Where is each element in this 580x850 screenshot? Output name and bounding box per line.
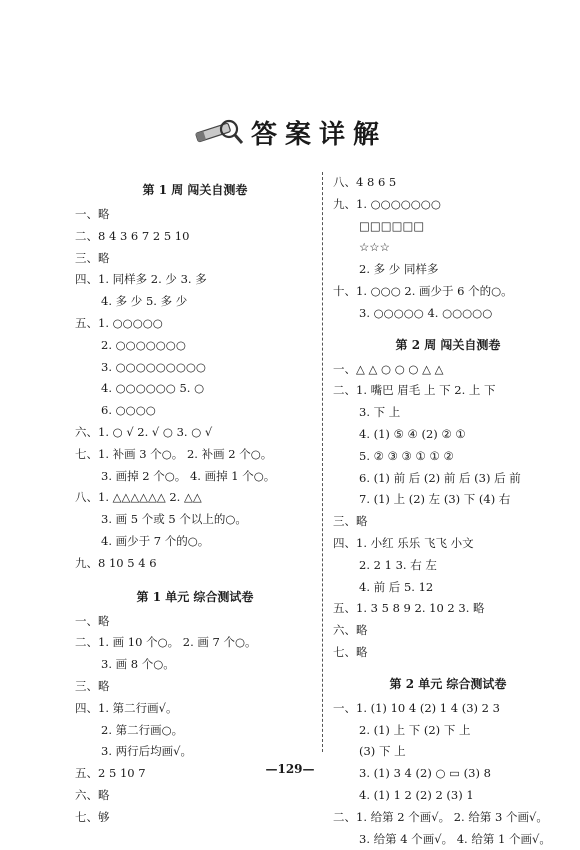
right-column xyxy=(333,172,563,850)
answer-line: 3. 画 8 个○。 xyxy=(101,657,175,672)
answer-line: 5. ② ③ ③ ① ① ② xyxy=(359,448,454,463)
answer-line: 一、略 xyxy=(75,207,110,221)
answer-line: 五、1. 3 5 8 9 2. 10 2 3. 略 xyxy=(333,601,485,616)
answer-line: 3. 两行后均画√。 xyxy=(101,744,192,759)
answer-line: 6. (1) 前 后 (2) 前 后 (3) 后 前 xyxy=(359,470,521,485)
answer-line: 4. (1) ⑤ ④ (2) ② ① xyxy=(359,426,466,441)
column-divider xyxy=(322,172,323,752)
answer-line: 五、1. ○○○○○ xyxy=(75,315,163,330)
section-week1-answers xyxy=(75,204,315,575)
page-number: —129— xyxy=(265,762,315,776)
answer-line: 2. (1) 上 下 (2) 下 上 xyxy=(359,722,471,737)
answer-line: 4. (1) 1 2 (2) 2 (3) 1 xyxy=(359,787,474,802)
answer-line: 2. 多 少 同样多 xyxy=(359,262,439,277)
answer-line: 六、略 xyxy=(75,787,110,802)
answer-line: 一、1. (1) 10 4 (2) 1 4 (3) 2 3 xyxy=(333,700,500,715)
answer-line: 九、1. ○○○○○○○ xyxy=(333,196,441,211)
answer-line: 2. 第二行画○。 xyxy=(101,722,184,737)
answer-line: 7. (1) 上 (2) 左 (3) 下 (4) 右 xyxy=(359,492,511,507)
answer-line: 三、略 xyxy=(75,678,110,693)
page-title: 答案详解 xyxy=(250,119,387,150)
answer-line: 3. 画 5 个或 5 个以上的○。 xyxy=(101,512,247,527)
answer-line: 3. ○○○○○○○○○ xyxy=(101,359,206,374)
answer-line: 三、略 xyxy=(333,514,368,529)
answer-line: □□□□□□ xyxy=(359,218,425,233)
answer-line: 4. 前 后 5. 12 xyxy=(359,579,434,594)
section-week1-continued xyxy=(333,172,563,325)
answer-line: 三、略 xyxy=(75,250,110,265)
answer-line: 二、1. 画 10 个○。 2. 画 7 个○。 xyxy=(75,635,257,650)
answer-line: 4. 画少于 7 个的○。 xyxy=(101,533,210,548)
answer-line: (3) 下 上 xyxy=(359,744,406,759)
section-unit1-answers xyxy=(75,611,315,829)
answer-line: 五、2 5 10 7 xyxy=(75,766,146,781)
answer-line: 4. ○○○○○○ 5. ○ xyxy=(101,381,205,396)
answer-line: 二、8 4 3 6 7 2 5 10 xyxy=(75,228,190,243)
answer-line: 六、1. ○ √ 2. √ ○ 3. ○ √ xyxy=(75,424,213,439)
answer-line: 七、略 xyxy=(333,644,368,659)
section-title-week2: 第 2 周 闯关自测卷 xyxy=(395,337,501,352)
answer-line: 3. 画掉 2 个○。 4. 画掉 1 个○。 xyxy=(101,468,276,483)
answer-line: 4. 多 少 5. 多 少 xyxy=(101,294,188,309)
answer-line: 六、略 xyxy=(333,623,368,638)
answer-line: 6. ○○○○ xyxy=(101,403,156,418)
answer-line: 3. 下 上 xyxy=(359,405,401,420)
answer-line: 十、1. ○○○ 2. 画少于 6 个的○。 xyxy=(333,283,513,298)
section-title-unit1: 第 1 单元 综合测试卷 xyxy=(136,589,254,604)
section-week2-answers xyxy=(333,359,563,664)
answer-line: ☆☆☆ xyxy=(359,240,390,255)
answer-line: 七、够 xyxy=(75,809,110,824)
pen-magnifier-icon xyxy=(193,114,245,150)
answer-line: 八、1. △△△△△△ 2. △△ xyxy=(75,490,202,505)
answer-line: 七、1. 补画 3 个○。 2. 补画 2 个○。 xyxy=(75,446,273,461)
answer-line: 3. (1) 3 4 (2) ○ ▭ (3) 8 xyxy=(359,766,491,781)
left-column xyxy=(75,170,315,829)
answer-line: 二、1. 给第 2 个画√。 2. 给第 3 个画√。 xyxy=(333,809,548,824)
answer-line: 四、1. 同样多 2. 少 3. 多 xyxy=(75,272,207,287)
section-title-unit2: 第 2 单元 综合测试卷 xyxy=(389,676,507,691)
answer-line: 四、1. 小红 乐乐 飞飞 小文 xyxy=(333,535,474,550)
answer-line: 一、略 xyxy=(75,613,110,628)
answer-line: 九、8 10 5 4 6 xyxy=(75,555,157,570)
answer-line: 四、1. 第二行画√。 xyxy=(75,700,178,715)
answer-line: 3. 给第 4 个画√。 4. 给第 1 个画√。 xyxy=(359,831,551,846)
page-header xyxy=(0,112,580,152)
answer-line: 3. ○○○○○ 4. ○○○○○ xyxy=(359,305,493,320)
section-title-week1: 第 1 周 闯关自测卷 xyxy=(142,183,248,197)
answer-line: 一、△ △ ○ ○ ○ △ △ xyxy=(333,361,444,376)
answer-line: 二、1. 嘴巴 眉毛 上 下 2. 上 下 xyxy=(333,383,496,398)
answer-line: 八、4 8 6 5 xyxy=(333,175,397,189)
answer-line: 2. ○○○○○○○ xyxy=(101,337,186,352)
answer-line: 2. 2 1 3. 右 左 xyxy=(359,557,437,572)
